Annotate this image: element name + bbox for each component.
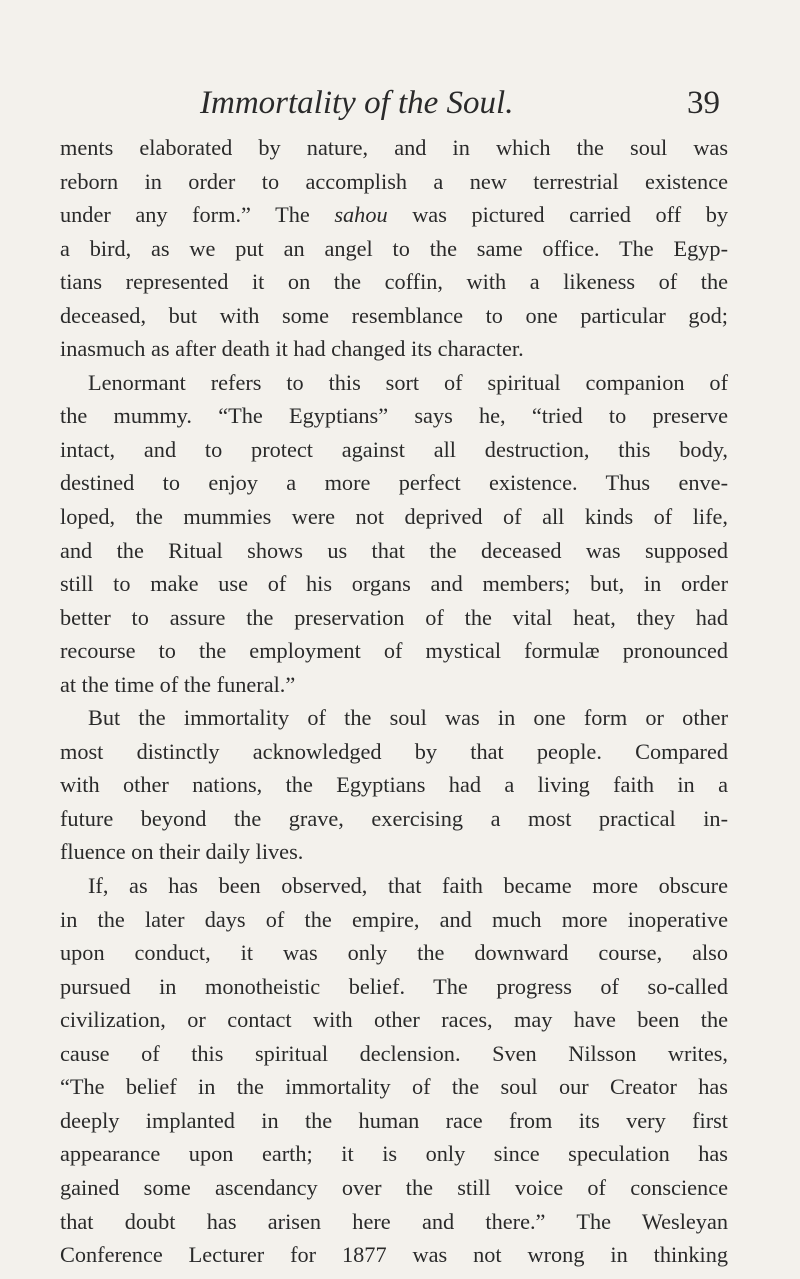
text-line: loped, the mummies were not deprived of all kinds of life, (60, 504, 728, 530)
text-line: and the Ritual shows us that the deceased was supposed (60, 537, 728, 563)
text-line: deeply implanted in the human race from its very first (60, 1107, 728, 1133)
text-line: Conference Lecturer for 1877 was not wrong in thinking (60, 1242, 728, 1268)
text-line: destined to enjoy a more perfect existence. Thus enve- (60, 470, 728, 496)
text-segment: was pictured carried off by (387, 202, 728, 228)
text-line: appearance upon earth; it is only since speculation has (60, 1141, 728, 1167)
text-line: If, as has been observed, that faith became more obscure (88, 873, 728, 899)
running-title: Immortality of the Soul. (200, 85, 514, 121)
text-line (60, 198, 728, 232)
text-line: a bird, as we put an angel to the same office. The Egyp- (60, 235, 728, 261)
text-line: But the immortality of the soul was in one form or other (88, 705, 728, 731)
body-text (60, 131, 728, 1272)
text-line: still to make use of his organs and members; but, in order (60, 571, 728, 597)
text-line: at the time of the funeral.” (60, 671, 296, 697)
italic-term: sahou (334, 202, 388, 228)
text-line: gained some ascendancy over the still voice of conscience (60, 1174, 728, 1200)
running-head (60, 80, 720, 126)
text-line: inasmuch as after death it had changed its character. (60, 336, 524, 362)
text-line: most distinctly acknowledged by that people. Compared (60, 738, 728, 764)
text-line: upon conduct, it was only the downward course, also (60, 940, 728, 966)
text-line: the mummy. “The Egyptians” says he, “tried to preserve (60, 403, 728, 429)
text-line: reborn in order to accomplish a new terrestrial existence (60, 168, 728, 194)
text-line: cause of this spiritual declension. Sven Nilsson writes, (60, 1040, 728, 1066)
text-line: civilization, or contact with other races, may have been the (60, 1007, 728, 1033)
text-line: that doubt has arisen here and there.” The Wesleyan (60, 1208, 728, 1234)
text-line: in the later days of the empire, and much more inoperative (60, 906, 728, 932)
page-number: 39 (687, 85, 720, 121)
text-line: deceased, but with some resemblance to one particular god; (60, 302, 728, 328)
text-line: tians represented it on the coffin, with a likeness of the (60, 269, 728, 295)
text-line: intact, and to protect against all destruction, this body, (60, 436, 728, 462)
text-line: Lenormant refers to this sort of spiritual companion of (88, 369, 728, 395)
text-line: recourse to the employment of mystical formulæ pronounced (60, 638, 728, 664)
text-line: with other nations, the Egyptians had a living faith in a (60, 772, 728, 798)
text-line: ments elaborated by nature, and in which the soul was (60, 135, 728, 160)
text-line: better to assure the preservation of the vital heat, they had (60, 604, 728, 630)
text-line: future beyond the grave, exercising a most practical in- (60, 805, 728, 831)
text-line: pursued in monotheistic belief. The progress of so-called (60, 973, 728, 999)
text-line: fluence on their daily lives. (60, 839, 304, 865)
text-line: “The belief in the immortality of the soul our Creator has (60, 1074, 728, 1100)
text-segment: under any form.” The (60, 202, 335, 228)
